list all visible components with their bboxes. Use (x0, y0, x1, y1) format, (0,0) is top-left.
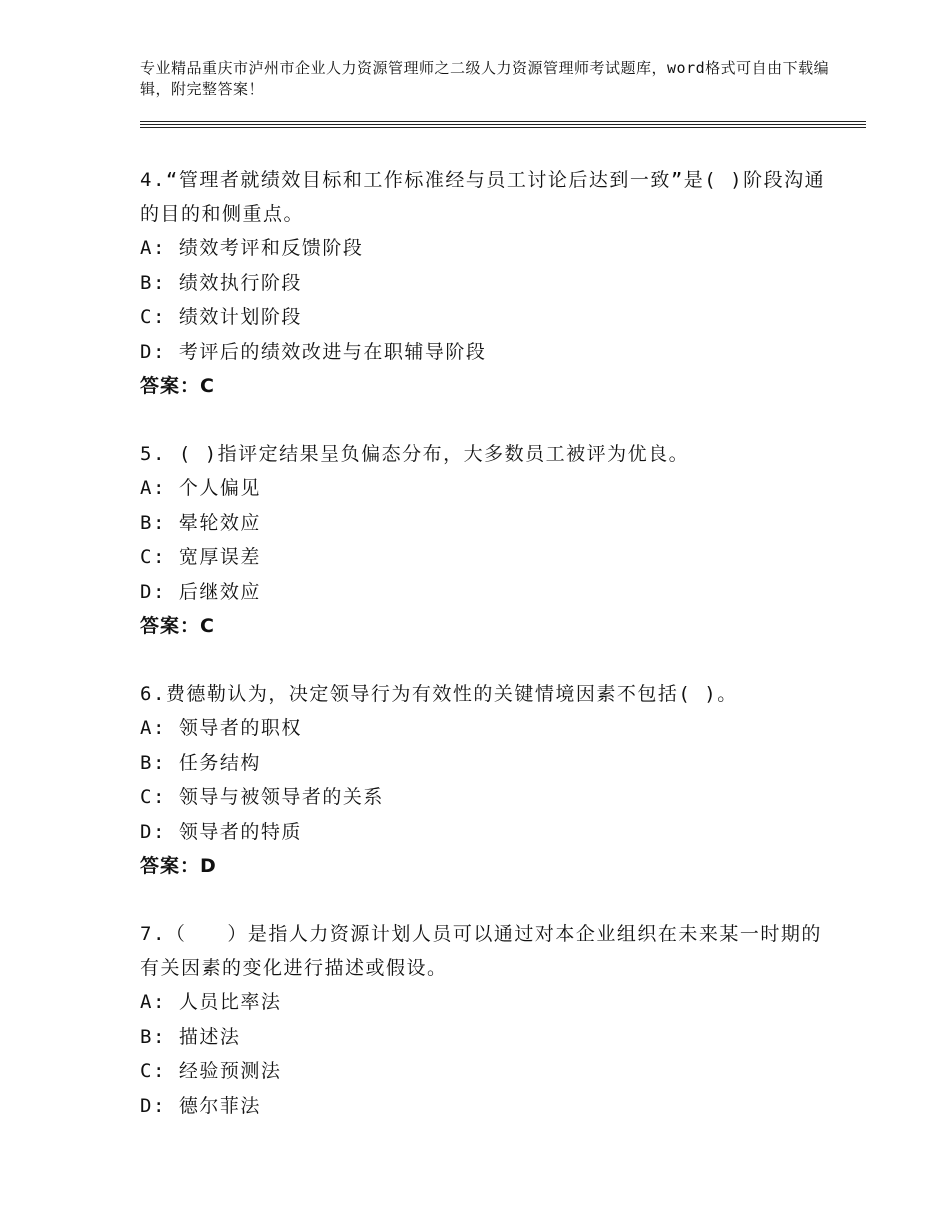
option-d[interactable]: D: 考评后的绩效改进与在职辅导阶段 (140, 340, 487, 363)
document-header: 专业精品重庆市泸州市企业人力资源管理师之二级人力资源管理师考试题库，word格式可自由下载编辑，附完整答案！ (140, 59, 830, 98)
question-stem: 5. ( )指评定结果呈负偏态分布，大多数员工被评为优良。 (140, 443, 690, 465)
option-b[interactable]: B: 绩效执行阶段 (140, 271, 302, 294)
option-a[interactable]: A: 绩效考评和反馈阶段 (140, 237, 364, 259)
option-b[interactable]: B: 描述法 (140, 1025, 241, 1048)
option-d[interactable]: D: 德尔菲法 (140, 1094, 261, 1117)
question-stem: 7.（ ）是指人力资源计划人员可以通过对本企业组织在未来某一时期的有关因素的变化进行描述或假设。 (140, 923, 822, 979)
question-4 (140, 163, 830, 403)
header-divider (140, 121, 866, 122)
question-7 (140, 917, 830, 1123)
option-c[interactable]: C: 经验预测法 (140, 1060, 282, 1082)
option-c[interactable]: C: 绩效计划阶段 (140, 306, 302, 328)
answer-label: 答案：D (140, 855, 217, 877)
question-5 (140, 437, 830, 643)
option-c[interactable]: C: 领导与被领导者的关系 (140, 786, 384, 808)
question-stem: 4.“管理者就绩效目标和工作标准经与员工讨论后达到一致”是( )阶段沟通的目的和侧重点。 (140, 169, 826, 225)
header-divider (140, 124, 866, 125)
option-a[interactable]: A: 领导者的职权 (140, 717, 302, 739)
answer-label: 答案：C (140, 615, 215, 637)
option-a[interactable]: A: 人员比率法 (140, 991, 282, 1013)
option-d[interactable]: D: 领导者的特质 (140, 820, 302, 843)
option-d[interactable]: D: 后继效应 (140, 580, 261, 603)
question-stem: 6.费德勒认为，决定领导行为有效性的关键情境因素不包括( )。 (140, 683, 738, 705)
option-c[interactable]: C: 宽厚误差 (140, 546, 261, 568)
option-b[interactable]: B: 任务结构 (140, 751, 261, 774)
option-b[interactable]: B: 晕轮效应 (140, 511, 261, 534)
option-a[interactable]: A: 个人偏见 (140, 477, 261, 499)
header-divider (140, 127, 866, 128)
question-6 (140, 677, 830, 883)
question-list (140, 163, 830, 1123)
answer-label: 答案：C (140, 375, 215, 397)
